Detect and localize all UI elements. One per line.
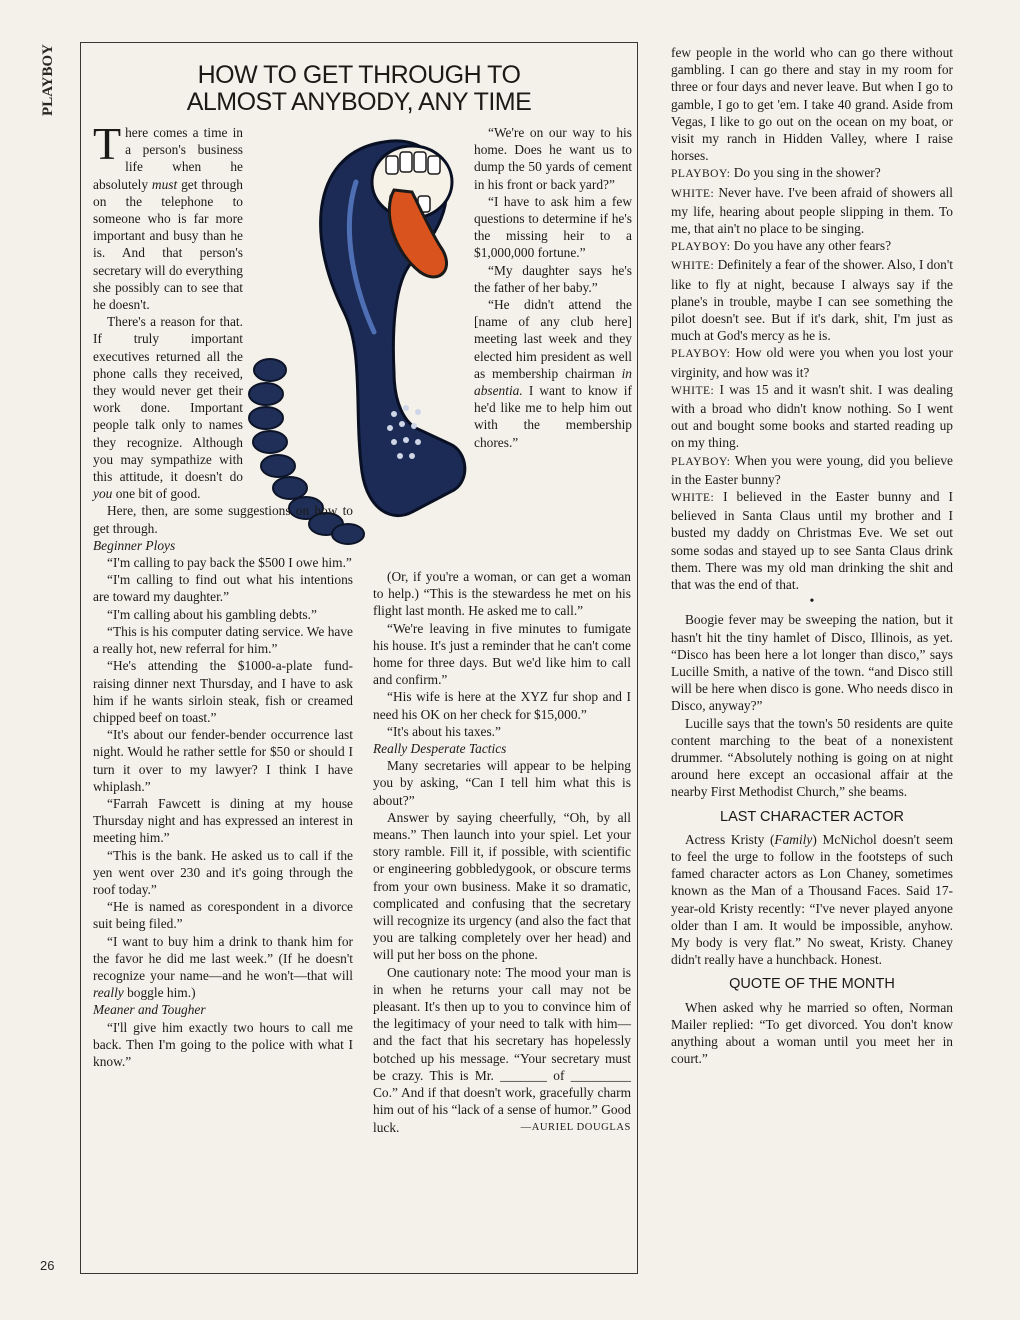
ploy-paragraph: “He is named as corespondent in a divorce suit being filed.” [93,899,353,932]
ploy-paragraph: “This is the bank. He asked us to call if the yen went over 230 and it's going through the roof today.” [93,847,353,897]
reason-paragraph: There's a reason for that. If truly important executives returned all the phone calls they received, they would never get their work done. Important people talk only to names they recognize. Although you may sympathize with this attitude, it doesn't do you one bit of good. [93,314,243,502]
headline-line-2: ALMOST ANYBODY, ANY TIME [186,88,532,116]
ploy-paragraph: (Or, if you're a woman, or can get a woman to help.) “This is the stewardess he met on his flight last month. He asked me to call.” [373,569,631,619]
page-number: 26 [40,1258,55,1273]
heading-last-character-actor: LAST CHARACTER ACTOR [720,808,904,825]
subhead-desperate-tactics: Really Desperate Tactics [373,741,507,757]
interview-exchange: WHITE: I believed in the Easter bunny and I believed in Santa Claus until my brother and I busted my daddy on Christmas Eve. We set out some sodas and stayed up to see Santa Claus drink them. There was my old man drinking the shit and that was the end of that. [671,489,953,593]
suggestions-paragraph: Here, then, are some suggestions on how to get through. [93,503,353,536]
intro-emphasis: must [151,176,178,192]
tactics-paragraph: Answer by saying cheerfully, “Oh, by all means.” Then launch into your spiel. Let your story ramble. Fill it, if possible, with scientific or engineering gobbledygook, or obscure terms from your own business. Make it so dramatic, complicated and confusing that the secretary will recognize its urgency (and also the fact that you are talking completely over her head) and will put her boss on the phone. [373,809,631,963]
ploy-paragraph: “It's about our fender-bender occurrence last night. Would he rather settle for $50 or should I turn it over to my lawyer? I think I have whiplash.” [93,727,353,794]
ploy-paragraph: “We're leaving in five minutes to fumigate his house. It's just a reminder that he can't come home for three days. But we'd like him to call and confirm.” [373,620,631,688]
quote-paragraph: When asked why he married so often, Norman Mailer replied: “To get divorced. You don't know anything about a woman until you meet her in court.” [671,999,953,1067]
author-byline: —AURIEL DOUGLAS [520,1121,631,1133]
tactics-paragraph: Many secretaries will appear to be helping you by asking, “Can I tell him what this is about?” [373,758,631,808]
drop-cap: T [93,118,122,169]
headline-line-1: HOW TO GET THROUGH TO [197,61,521,89]
ploy-paragraph: “I'm calling to pay back the $500 I owe him.” [107,555,352,571]
ploy-paragraph: “My daughter says he's the father of her baby.” [474,262,632,295]
column-3 [671,44,953,1067]
subhead-meaner-tougher: Meaner and Tougher [93,1002,206,1018]
subhead-beginner-ploys: Beginner Ploys [93,537,176,553]
intro-text: here comes a time in a person's business life when he absolutely [93,125,243,192]
magazine-name: PLAYBOY [40,44,56,116]
intro-paragraph [93,118,243,313]
ploy-paragraph: “This is his computer dating service. We have a really hot, new referral for him.” [93,623,353,657]
drink-paragraph: “I want to buy him a drink to thank him for the favor he did me last week.” (If he doesn't recognize your name—and he won't—that will really boggle him.) [93,933,353,1001]
intro-text-2: get through on the telephone to someone who is far more important and busy than he is. And that person's secretary will do everything she possibly can to see that he doesn't. [93,176,243,313]
heading-quote-of-the-month: QUOTE OF THE MONTH [729,976,895,993]
article-headline [80,62,638,116]
ploy-paragraph: “I'm calling about his gambling debts.” [107,606,317,622]
interview-exchange: WHITE: I was 15 and it wasn't shit. I was dealing with a broad who didn't know nothing. So I went out and bought some books and started reading up on my thing. [671,381,953,451]
ploy-paragraph: “It's about his taxes.” [387,723,501,739]
ploy-paragraph: “I'm calling to find out what his intentions are toward my daughter.” [93,572,353,605]
final-paragraph: One cautionary note: The mood your man is in when he returns your call may not be pleasant. It's then up to you to convince him of the legitimacy of your need to talk with him—and the fact that his secretary has hopelessly botched up his message. “Your secretary must be crazy. This is Mr. _______ of _________ Co.” And if that doesn't work, gracefully charm him out of his “lack of a sense of humor.” Good luck. —AURIEL DOUGLAS [373,964,631,1135]
actor-paragraph: Actress Kristy (Family) McNichol doesn't seem to feel the urge to follow in the footsteps of such famed character actors as Lon Chaney, sometimes known as the Man of a Thousand Faces. Said 17-year-old Kristy recently: “I've never played anyone older than I am. It would be impossible, anyhow. My body is very flat.” No sweat, Kristy. Chaney didn't really have a hunchback. Honest. [671,831,953,968]
interview-exchange: PLAYBOY: Do you have any other fears? [671,238,892,254]
article-column-2-upper [474,124,632,451]
interview-exchange: PLAYBOY: Do you sing in the shower? [671,165,881,181]
interview-exchange: PLAYBOY: How old were you when you lost your virginity, and how was it? [671,345,953,380]
section-divider: • [809,594,815,610]
club-paragraph: “He didn't attend the [name of any club here] meeting last week and they elected him president as well as membership chairman in absentia. I want to know if he'd like me to help him out with the membership chores.” [474,297,632,450]
disco-paragraph: Boogie fever may be sweeping the nation, but it hasn't hit the tiny hamlet of Disco, Illinois, as yet. “Disco has been here a lot longer than disco,” says Lucille Smith, a native of the town. “and Disco still will be here when disco is gone. Who needs disco in Disco, anyway?” [671,612,953,714]
ploy-paragraph: “He's attending the $1000-a-plate fund-raising dinner next Thursday, and I have to ask him if he wants sirloin steak, fish or creamed chipped beef on toast.” [93,658,353,725]
interview-exchange: WHITE: Never have. I've been afraid of showers all my life, hearing about people slipping in them. To me, that ain't no place to be singing. [671,184,953,237]
disco-paragraph: Lucille says that the town's 50 residents are quite content marching to the beat of a nonexistent drummer. “Absolutely nothing is going on at night around here except an occasional affair at the nearby First Methodist Church,” she beams. [671,715,953,800]
ploy-paragraph: “Farrah Fawcett is dining at my house Thursday night and has expressed an interest in meeting him.” [93,795,353,846]
ploy-paragraph: “His wife is here at the XYZ fur shop and I need his OK on her check for $15,000.” [373,689,631,722]
interview-exchange: PLAYBOY: When you were young, did you believe in the Easter bunny? [671,452,953,487]
meaner-paragraph: “I'll give him exactly two hours to call me back. Then I'm going to the police with what I know.” [93,1019,353,1069]
article-column-2-lower [373,568,631,1136]
ploy-paragraph: “I have to ask him a few questions to determine if he's the missing heir to a $1,000,000 fortune.” [474,193,632,261]
ploy-paragraph: “We're on our way to his home. Does he want us to dump the 50 yards of cement in his front or back yard?” [474,125,632,192]
article-column-1 [93,118,353,1070]
interview-continuation: few people in the world who can go there without gambling. I can go there and stay in my room for three or four days and never leave. But when I go to gamble, I go to get 'em. I take 40 grand. Aside from Vegas, I like to go out on the ocean on my boat, or visit my ranch in Hidden Valley, where I raise horses. [671,45,953,164]
interview-exchange: WHITE: Definitely a fear of the shower. Also, I don't like to fly at night, because I always say if the plane's in trouble, maybe I can see something the pilot doesn't see. But if it's dark, shit, I'm just as much at God's mercy as he is. [671,257,953,344]
